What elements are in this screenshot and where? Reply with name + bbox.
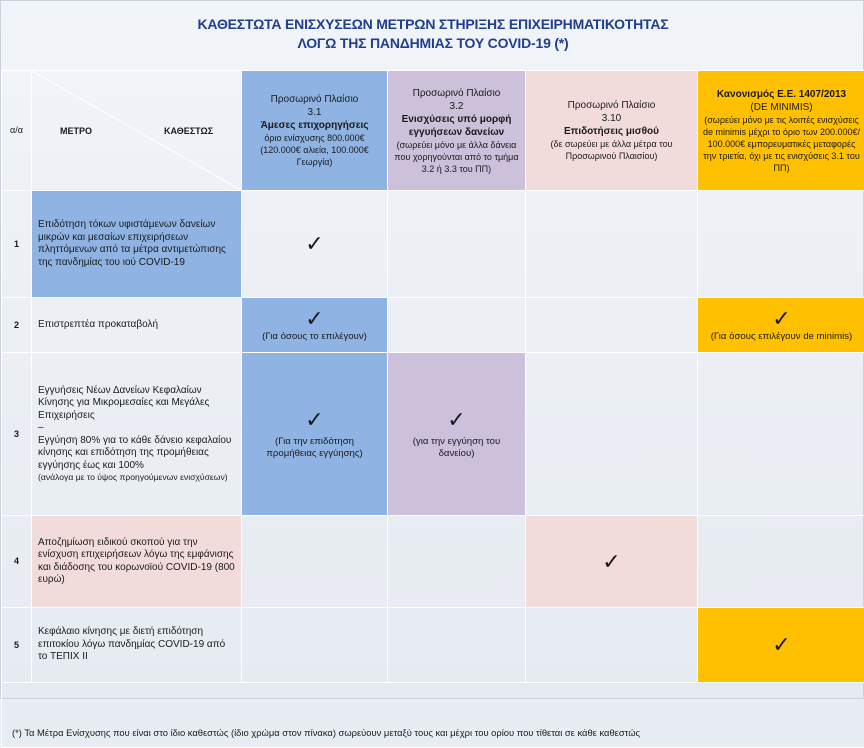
cell-note: (Για όσους το επιλέγουν) bbox=[242, 331, 387, 344]
footnote: (*) Τα Μέτρα Ενίσχυσης που είναι στο ίδιο καθεστώς (ίδιο χρώμα στον πίνακα) σωρεύουν μεταξύ τους και μέχρι του ορίου που τίθεται σε κάθε καθεστώς bbox=[2, 683, 864, 748]
scheme-3-10-framework: Προσωρινό Πλαίσιο bbox=[530, 99, 693, 112]
cell-de-minimis bbox=[698, 608, 864, 683]
scheme-3-1-limit-note: (120.000€ αλιεία, 100.000€ Γεωργία) bbox=[246, 144, 383, 168]
cell-scheme-3-2 bbox=[388, 298, 526, 353]
scheme-3-1-limit: όριο ενίσχυσης 800.000€ bbox=[246, 132, 383, 144]
header-kathestos: ΚΑΘΕΣΤΩΣ bbox=[164, 125, 213, 138]
cell-note: (για την εγγύηση του δανείου) bbox=[388, 432, 525, 461]
row-number: 2 bbox=[2, 298, 32, 353]
cell-scheme-3-1 bbox=[242, 608, 388, 683]
header-metro: ΜΕΤΡΟ bbox=[60, 125, 92, 138]
cell-note: (Για όσους επιλέγουν de minimis) bbox=[698, 331, 864, 344]
cell-scheme-3-10 bbox=[526, 191, 698, 298]
cell-scheme-3-1 bbox=[242, 516, 388, 608]
scheme-3-2-framework: Προσωρινό Πλαίσιο bbox=[392, 87, 521, 100]
measure-description bbox=[32, 353, 242, 516]
de-minimis-label: (DE MINIMIS) bbox=[702, 101, 861, 114]
de-minimis-note-1: (σωρεύει μόνο με τις λοιπές ενισχύσεις de minimis μέχρι το όριο των 200.000€/ bbox=[702, 114, 861, 138]
row-number: 3 bbox=[2, 353, 32, 516]
header-de-minimis bbox=[698, 71, 864, 191]
cell-note: (Για την επιδότηση προμήθειας εγγύησης) bbox=[242, 432, 387, 461]
measure-description: Επιστρεπτέα προκαταβολή bbox=[32, 298, 242, 353]
header-aa: α/α bbox=[2, 71, 32, 191]
schemes-table bbox=[1, 70, 864, 748]
check-mark-icon: ✓ bbox=[242, 307, 387, 331]
scheme-3-10-name: Επιδοτήσεις μισθού bbox=[530, 125, 693, 138]
header-scheme-3-1 bbox=[242, 71, 388, 191]
scheme-3-2-name: Ενισχύσεις υπό μορφή εγγυήσεων δανείων bbox=[392, 113, 521, 139]
page-title bbox=[1, 15, 864, 53]
measure-description-part-1: Εγγυήσεις Νέων Δανείων Κεφαλαίων Κίνησης για Μικρομεσαίες και Μεγάλες Επιχειρήσεις bbox=[38, 385, 235, 423]
check-mark-icon: ✓ bbox=[242, 408, 387, 432]
cell-scheme-3-1 bbox=[242, 191, 388, 298]
table-row bbox=[2, 191, 864, 298]
check-mark-icon: ✓ bbox=[242, 232, 387, 256]
table-row bbox=[2, 353, 864, 516]
check-mark-icon: ✓ bbox=[698, 633, 864, 657]
cell-de-minimis bbox=[698, 191, 864, 298]
measure-description-dash: – bbox=[38, 422, 235, 435]
scheme-3-1-name: Άμεσες επιχορηγήσεις bbox=[246, 119, 383, 132]
check-mark-icon: ✓ bbox=[526, 550, 697, 574]
cell-scheme-3-2 bbox=[388, 516, 526, 608]
row-number: 4 bbox=[2, 516, 32, 608]
measure-description-part-3: (ανάλογα με το ύψος προηγούμενων ενισχύσεων) bbox=[38, 472, 235, 483]
scheme-3-1-number: 3.1 bbox=[246, 106, 383, 119]
scheme-3-2-number: 3.2 bbox=[392, 100, 521, 113]
row-number: 1 bbox=[2, 191, 32, 298]
cell-scheme-3-2 bbox=[388, 191, 526, 298]
cell-de-minimis bbox=[698, 298, 864, 353]
cell-scheme-3-1 bbox=[242, 298, 388, 353]
row-number: 5 bbox=[2, 608, 32, 683]
check-mark-icon: ✓ bbox=[698, 307, 864, 331]
measure-description: Αποζημίωση ειδικού σκοπού για την ενίσχυση επιχειρήσεων λόγω της εμφάνισης και διάδοσης του κορωνοϊού COVID-19 (800 ευρώ) bbox=[32, 516, 242, 608]
cell-scheme-3-2 bbox=[388, 608, 526, 683]
cell-scheme-3-1 bbox=[242, 353, 388, 516]
de-minimis-note-2: 100.000€ εμπορευματικές μεταφορές την τριετία, όχι με τις ενισχύσεις 3.1 του ΠΠ) bbox=[702, 138, 861, 174]
header-scheme-3-10 bbox=[526, 71, 698, 191]
table-row bbox=[2, 298, 864, 353]
table-header-row bbox=[2, 71, 864, 191]
scheme-3-1-framework: Προσωρινό Πλαίσιο bbox=[246, 93, 383, 106]
cell-scheme-3-10 bbox=[526, 608, 698, 683]
measure-description-part-2: Εγγύηση 80% για το κάθε δάνειο κεφαλαίου κίνησης και επιδότηση της προμήθειας εγγύησης έως και 100% bbox=[38, 435, 235, 473]
cell-de-minimis bbox=[698, 516, 864, 608]
scheme-3-10-note: (δε σωρεύει με άλλα μέτρα του Προσωρινού Πλαισίου) bbox=[530, 138, 693, 162]
title-line-1: ΚΑΘΕΣΤΩΤΑ ΕΝΙΣΧΥΣΕΩΝ ΜΕΤΡΩΝ ΣΤΗΡΙΞΗΣ ΕΠΙΧΕΙΡΗΜΑΤΙΚΟΤΗΤΑΣ bbox=[1, 15, 864, 34]
cell-scheme-3-10 bbox=[526, 353, 698, 516]
scheme-3-10-number: 3.10 bbox=[530, 112, 693, 125]
header-metro-kathestos bbox=[32, 71, 242, 191]
table-row bbox=[2, 516, 864, 608]
cell-scheme-3-10 bbox=[526, 298, 698, 353]
measure-description: Κεφάλαιο κίνησης με διετή επιδότηση επιτοκίου λόγω πανδημίας COVID-19 από το ΤΕΠΙΧ ΙΙ bbox=[32, 608, 242, 683]
table-row bbox=[2, 608, 864, 683]
header-scheme-3-2 bbox=[388, 71, 526, 191]
title-line-2: ΛΟΓΩ ΤΗΣ ΠΑΝΔΗΜΙΑΣ ΤΟΥ COVID-19 (*) bbox=[1, 34, 864, 53]
footnote-row bbox=[2, 683, 864, 748]
measure-description: Επιδότηση τόκων υφιστάμενων δανείων μικρών και μεσαίων επιχειρήσεων πληττόμενων από τα μέτρα αντιμετώπισης της πανδημίας του ιού COVID-19 bbox=[32, 191, 242, 298]
de-minimis-regulation: Κανονισμός Ε.Ε. 1407/2013 bbox=[702, 88, 861, 101]
cell-de-minimis bbox=[698, 353, 864, 516]
check-mark-icon: ✓ bbox=[388, 408, 525, 432]
scheme-3-2-note: (σωρεύει μόνο με άλλα δάνεια που χορηγούνται από το τμήμα 3.2 ή 3.3 του ΠΠ) bbox=[392, 139, 521, 175]
cell-scheme-3-10 bbox=[526, 516, 698, 608]
cell-scheme-3-2 bbox=[388, 353, 526, 516]
